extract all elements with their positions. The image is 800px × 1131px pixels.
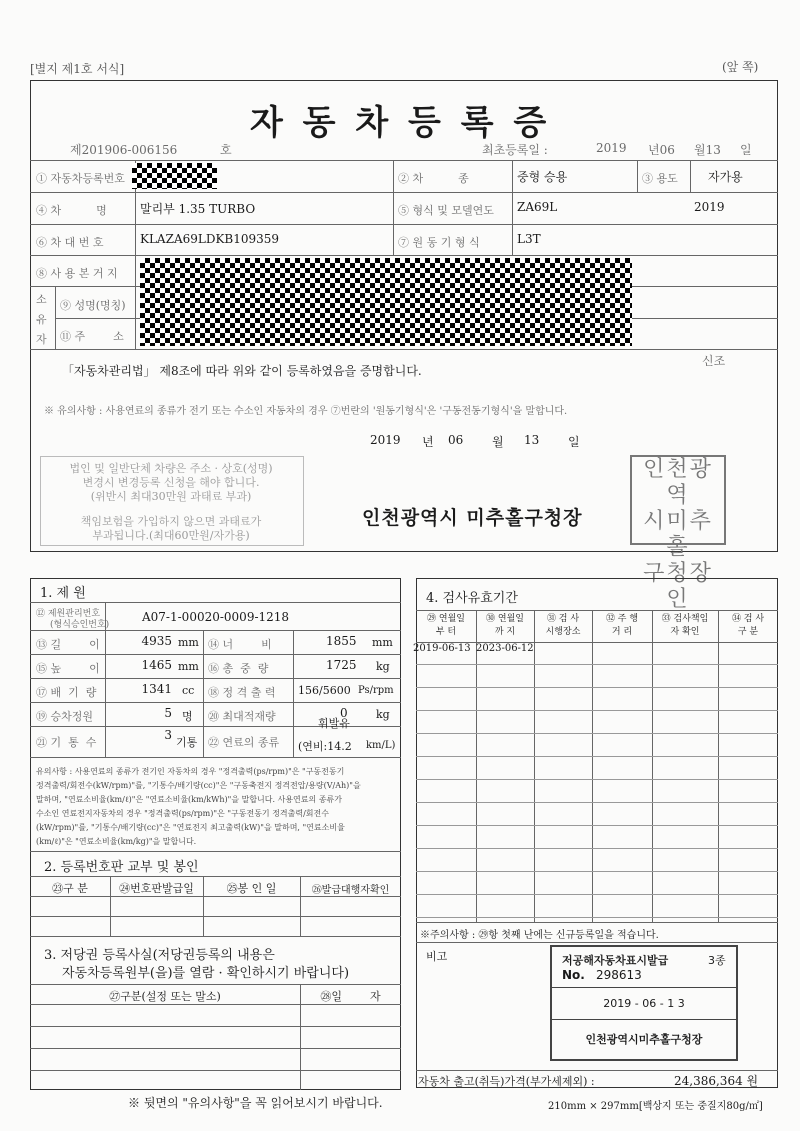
inspection-grid-row-line	[416, 664, 778, 665]
issue-day: 13	[524, 433, 540, 447]
warning2-line1: 책임보험을 가입하지 않으면 과태료가	[80, 515, 262, 528]
certify-text: 「자동차관리법」 제8조에 따라 위와 같이 등록하였음을 증명합니다.	[62, 364, 422, 378]
remarks-label: 비고	[426, 950, 448, 963]
plate-col-seal-date: ㉕봉 인 일	[226, 882, 277, 895]
mortgage-section-sub: 자동차등록원부(을)를 열람 · 확인하시기 바랍니다)	[62, 966, 350, 981]
displacement-unit: cc	[182, 684, 195, 697]
specs-title: 1. 제 원	[40, 586, 86, 601]
first-registration-month: 년06	[648, 143, 675, 157]
seats-label: ⑲ 승차정원	[36, 710, 94, 723]
displacement-value: 1341	[141, 682, 172, 696]
cylinders-label: ㉑ 기 통 수	[36, 736, 97, 749]
rated-power-label: ⑱ 정 격 출 력	[208, 686, 276, 699]
fuel-type-value: 휘발유	[318, 717, 350, 730]
insp-col-category: ㉞ 검 사 구 분	[731, 614, 765, 637]
max-load-label: ⑳ 최대적재량	[208, 710, 276, 723]
rated-power-value: 156/5600	[298, 684, 351, 697]
stamp-no-value: 298613	[596, 968, 642, 982]
document-number-suffix: 호	[220, 143, 232, 157]
document-number: 제201906-006156	[70, 143, 178, 157]
insp-col-inspector: ㉝ 검사책임 자 확인	[661, 614, 709, 637]
form-label: [별지 제1호 서식]	[30, 62, 125, 76]
vehicle-name-label: ④ 차 명	[36, 204, 107, 217]
issue-day-unit: 일	[568, 435, 580, 449]
owner-address-label: ⑪ 주 소	[60, 330, 124, 343]
vehicle-type-label: ② 차 종	[398, 172, 469, 185]
warning1-line1: 법인 및 일반단체 차량은 주소 · 상호(성명)	[69, 462, 273, 475]
inspection-grid-row-line	[416, 733, 778, 734]
max-load-value: 0	[340, 706, 348, 720]
warning1-line2: 변경시 변경등록 신청을 해야 합니다.	[82, 476, 260, 489]
spec-mgmt-value: A07-1-00020-0009-1218	[142, 610, 290, 624]
cylinders-value: 3	[164, 728, 172, 742]
first-registration-day: 월13	[694, 143, 721, 157]
inspection-grid-row-line	[416, 710, 778, 711]
new-vehicle-label: 신조	[702, 354, 726, 368]
inspection-note: ※주의사항 : ㉙항 첫째 난에는 신규등록일을 적습니다.	[420, 930, 659, 941]
vehicle-name-value: 말리부 1.35 TURBO	[140, 202, 256, 216]
plate-col-category: ㉓구 분	[52, 882, 88, 895]
reg-number-label: ① 자동차등록번호	[36, 172, 125, 185]
model-year: 2019	[694, 200, 725, 214]
first-registration-label: 최초등록일 :	[482, 143, 548, 157]
height-value: 1465	[141, 658, 172, 672]
price-value: 24,386,364 원	[674, 1074, 759, 1088]
inspection-grid-column-line	[476, 610, 477, 922]
use-label: ③ 용도	[642, 172, 678, 185]
engine-value: L3T	[517, 232, 541, 246]
stamp-date: 2019 - 06 - 1 3	[603, 997, 685, 1010]
stamp-line1-suffix: 3종	[708, 954, 726, 967]
inspection-grid-row-line	[416, 894, 778, 895]
engine-label: ⑦ 원 동 기 형 식	[398, 236, 480, 249]
issue-year-unit: 년	[422, 435, 434, 449]
gross-weight-label: ⑯ 총 중 량	[208, 662, 269, 675]
insp-row1-from: 2019-06-13	[413, 643, 471, 654]
inspection-grid-row-line	[416, 779, 778, 780]
price-label: 자동차 출고(취득)가격(부가세제외) :	[418, 1075, 595, 1088]
height-label: ⑮ 높 이	[36, 662, 100, 675]
length-label: ⑬ 길 이	[36, 638, 100, 651]
fuel-type-label: ㉒ 연료의 종류	[208, 736, 280, 749]
vin-label: ⑥ 차 대 번 호	[36, 236, 104, 249]
mortgage-col-type: ㉗구분(설정 또는 말소)	[109, 990, 221, 1003]
document-title: 자 동 차 등 록 증	[250, 103, 551, 143]
issuer-name: 인천광역시 미추홀구청장	[362, 507, 583, 529]
displacement-label: ⑰ 배 기 량	[36, 686, 97, 699]
model-label: ⑤ 형식 및 모델연도	[398, 204, 494, 217]
address-redacted	[140, 258, 632, 346]
insp-col-place: ㉛ 검 사 시행장소	[545, 614, 581, 637]
inspection-title: 4. 검사유효기간	[426, 591, 518, 606]
stamp-line1: 저공해자동차표시발급	[562, 954, 669, 967]
paper-spec: 210mm × 297mm[백상지 또는 중질지80g/㎡]	[548, 1101, 763, 1112]
insp-col-mileage: ㉜ 주 행 거 리	[605, 614, 639, 637]
length-value: 4935	[141, 634, 172, 648]
inspection-grid-row-line	[416, 825, 778, 826]
inspection-grid-row-line	[416, 802, 778, 803]
warning1-line3: (위반시 최대30만원 과태료 부과)	[90, 490, 252, 503]
fuel-efficiency-unit: km/L)	[366, 740, 396, 751]
first-registration-day-unit: 일	[740, 143, 752, 157]
spec-mgmt-label: ⑫ 제원관리번호	[36, 609, 101, 619]
mortgage-col-date: ㉘일 자	[320, 990, 381, 1003]
inspection-grid-row-line	[416, 917, 778, 918]
issue-month-unit: 월	[492, 435, 504, 449]
insp-row1-to: 2023-06-12	[476, 643, 534, 654]
issue-year: 2019	[370, 433, 401, 447]
inspection-grid-column-line	[652, 610, 653, 922]
width-label: ⑭ 너 비	[208, 638, 272, 651]
gross-weight-value: 1725	[326, 658, 357, 672]
specs-note: 유의사항 : 사용연료의 종류가 전기인 자동차의 경우 "정격출력(ps/rpm)"은 "구동전동기 정격출력/회전수(kW/rpm)"를, "기통수/배기량(cc)"은 "구동축전지 정격전압/용량(V/Ah)"을 말하며, "연료소비율(km/ℓ)"은 "연료소비율(km/kWh)"을 말합니다. 사용연료의 종류가 수소인 연료전지자동차의 경우 "정격출력(ps/rpm)"은 "구동전동기 정격출력/회전수 (kW/rpm)"를, "기통수/배기량(cc)"은 "연료전지 최고출력(kW)"을 말하며, "연료소비율 (km/ℓ)"은 "연료소비율(km/kg)"을 말합니다.	[36, 767, 361, 846]
warning2-line2: 부과됩니다.(최대60만원/자가용)	[92, 529, 250, 542]
width-unit: mm	[372, 636, 393, 649]
side-label: (앞 쪽)	[722, 60, 759, 74]
seats-value: 5	[164, 706, 172, 720]
inspection-grid-row-line	[416, 756, 778, 757]
insp-col-from: ㉙ 연월일 부 터	[427, 614, 465, 637]
inspection-grid-column-line	[534, 610, 535, 922]
official-seal: 인천광역 시미추홀 구청장인	[630, 455, 726, 545]
inspection-grid-row-line	[416, 848, 778, 849]
owner-group-label: 소유자	[36, 293, 47, 346]
spec-mgmt-sublabel: (형식승인번호)	[50, 620, 110, 630]
usage-note: ※ 유의사항 : 사용연료의 종류가 전기 또는 수소인 자동차의 경우 ⑦번란의 '원동기형식'은 '구동전동기형식'을 말합니다.	[44, 406, 568, 417]
length-unit: mm	[178, 636, 199, 649]
max-load-unit: kg	[376, 708, 390, 721]
plate-col-agent: ㉖발급대행자확인	[311, 885, 390, 896]
inspection-grid-row-line	[416, 687, 778, 688]
stamp-no-label: No.	[562, 968, 585, 982]
insp-col-to: ㉚ 연월일 까 지	[486, 614, 524, 637]
fuel-efficiency: (연비:14.2	[298, 740, 352, 753]
plate-section-title: 2. 등록번호판 교부 및 봉인	[44, 860, 199, 875]
rated-power-unit: Ps/rpm	[358, 685, 394, 696]
cylinders-unit: 기통	[176, 736, 198, 749]
mortgage-section-title: 3. 저당권 등록사실(저당권등록의 내용은	[44, 948, 275, 963]
seats-unit: 명	[182, 710, 193, 723]
vin-value: KLAZA69LDKB109359	[140, 232, 280, 246]
location-label: ⑧ 사 용 본 거 지	[36, 267, 118, 280]
use-value: 자가용	[708, 170, 743, 184]
low-emission-stamp	[550, 945, 738, 1061]
stamp-issuer: 인천광역시미추홀구청장	[585, 1033, 703, 1046]
model-value: ZA69L	[517, 200, 558, 214]
issue-month: 06	[448, 433, 464, 447]
first-registration-year: 2019	[596, 141, 627, 155]
reg-number-redacted	[132, 163, 217, 189]
plate-col-issue-date: ㉔번호판발급일	[119, 882, 194, 895]
owner-name-label: ⑨ 성명(명칭)	[60, 299, 126, 312]
width-value: 1855	[326, 634, 357, 648]
inspection-grid-column-line	[718, 610, 719, 922]
vehicle-type-value: 중형 승용	[517, 170, 568, 184]
inspection-grid-column-line	[592, 610, 593, 922]
footer-notice: ※ 뒷면의 "유의사항"을 꼭 읽어보시기 바랍니다.	[128, 1096, 383, 1110]
inspection-grid-row-line	[416, 871, 778, 872]
height-unit: mm	[178, 660, 199, 673]
gross-weight-unit: kg	[376, 660, 390, 673]
